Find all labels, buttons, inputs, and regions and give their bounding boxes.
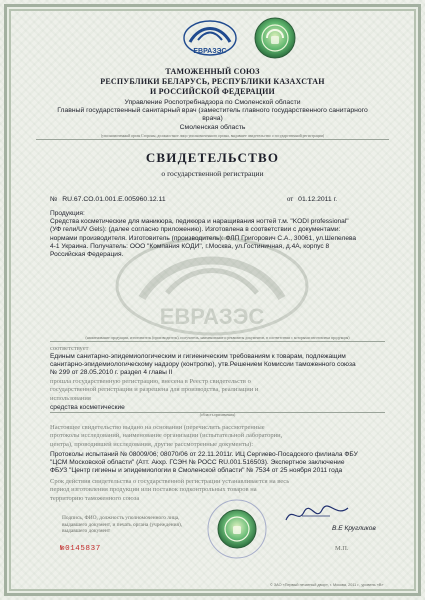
signature-hint-line: выдавшего документ, и печать органа (учреждения),	[62, 521, 183, 528]
union-line-1: ТАМОЖЕННЫЙ СОЮЗ	[165, 67, 260, 76]
signature-hint	[62, 515, 222, 535]
requirement-line: санитарно-эпидемиологическому надзору (контролю), утв.Решением Комиссии таможенного союза	[50, 361, 356, 369]
statement-line: государственной регистрации и разрешена для производства, реализации и	[50, 386, 259, 394]
basis-doc-line: Протоколы испытаний № 08009/06; 08070/06 от 22.11.2011г. ИЦ Сергиево-Посадского филиала ФБУ	[50, 451, 358, 458]
validity-line: период изготовления продукции или поставок подконтрольных товаров на	[50, 486, 257, 494]
validity-line: Срок действия свидетельства о государственной регистрации устанавливается на весь	[50, 478, 290, 485]
seal-place-mark: М.П.	[335, 545, 349, 552]
registration-number-row	[50, 196, 166, 203]
hologram-seal-bottom	[206, 498, 268, 560]
date-label: от	[287, 196, 294, 203]
number-label: №	[50, 196, 58, 203]
conformity-label: соответствует	[50, 345, 89, 352]
union-line-3: И РОССИЙСКОЙ ФЕДЕРАЦИИ	[150, 87, 275, 96]
serial-value: 0145837	[65, 545, 101, 553]
registration-date-row	[287, 196, 337, 203]
product-label: Продукция:	[50, 210, 85, 217]
basis-line: Настоящее свидетельство выдано на основании (перечислить рассмотренные	[50, 424, 265, 431]
product-line: Средства косметические для маникюра, педикюра и наращивания ногтей т.м. "KODI professional"	[50, 218, 349, 226]
requirement-line: Единым санитарно-эпидемиологическим и гигиеническим требованиям к товарам, подлежащим	[50, 353, 346, 360]
product-block	[50, 210, 385, 259]
requirement-line: № 299 от 28.05.2010 г. раздел 4 главы II	[50, 369, 173, 377]
product-line: 4-1 Украина. Получатель: ООО "Компания КОДИ", г.Москва, ул.Гостиничная, д.4А, корпус 8	[50, 242, 330, 250]
signature-hint-line: выдавшего документ	[62, 528, 111, 535]
conformity-requirements	[50, 353, 385, 378]
eurasec-logo	[182, 18, 238, 60]
product-line: (УФ гели/UV Gels): (далее согласно приложению). Изготовлена в соответствии с документами:	[50, 226, 341, 234]
authority-hint: (уполномоченный орган Стороны, должностное лицо уполномоченного органа, выдавшее свидетельство о государственной регистрации)	[36, 134, 389, 140]
watermark-text: ЕВРАЗЭС	[159, 304, 265, 329]
signatory-name: В.Е Кругликов	[332, 525, 376, 532]
union-title	[30, 67, 395, 97]
basis-statement	[50, 424, 385, 449]
product-line: нормами производителя. Изготовитель (производитель): ФЛП Григорович С.А., 30061, ул.Шепелева	[50, 234, 357, 242]
registration-date: 01.12.2011 г.	[298, 196, 338, 203]
statement-line: прошла государственную регистрацию, внесена в Реестр свидетельств о	[50, 378, 251, 385]
serial-number	[60, 545, 101, 553]
statement-line: использования	[50, 394, 91, 402]
union-line-2: РЕСПУБЛИКИ БЕЛАРУСЬ, РЕСПУБЛИКИ КАЗАХСТАН	[100, 77, 325, 86]
authority-line-3: врача)	[202, 115, 223, 123]
hologram-seal-top	[253, 16, 297, 60]
usage-hint: (область применения)	[199, 413, 236, 417]
logo-text: ЕВРАЗЭС	[193, 48, 227, 55]
basis-line: центра), проводившей исследования, другие рассмотренные документы):	[50, 440, 254, 448]
authority-line-1: Управление Роспотребнадзора по Смоленской области	[124, 99, 301, 106]
signature-hint-line: Подпись, ФИО, должность уполномоченного лица,	[62, 515, 180, 521]
basis-doc-line: "ЦСМ Московской области" (Атт. Акхр. ГСЭН № POCC RU.001.516503). Экспертное заключение	[50, 459, 345, 467]
printer-imprint: © ЗАО «Первый печатный двор», г. Москва, 2011 г., уровень «В»	[270, 583, 384, 587]
validity-line: территорию таможенного союза	[50, 494, 140, 502]
registration-statement	[50, 378, 385, 403]
document-title: СВИДЕТЕЛЬСТВО	[145, 150, 280, 165]
conformity-hint: (наименование продукции, изготовитель (производитель), получатель, наименование и реквизиты документов, в соответствии с которыми изготовлена продукция)	[50, 336, 385, 342]
basis-documents	[50, 451, 390, 476]
authority-line-2: Главный государственный санитарный врач (заместитель главного государственного санитарного	[57, 107, 368, 115]
usage-area: средства косметические	[50, 404, 385, 413]
basis-line: протоколы исследований, наименование организации (испытательной лаборатории,	[50, 432, 283, 440]
serial-prefix: №	[60, 545, 66, 553]
authority-line-4: Смоленская область	[179, 123, 246, 131]
basis-doc-line: ФБУЗ "Центр гигиены и эпидемиологии в Смоленской области" № 7534 от 25 ноября 2011 года	[50, 467, 343, 475]
product-line: Российская Федерация.	[50, 251, 124, 259]
registration-number: RU.67.CO.01.001.E.005960.12.11	[62, 196, 166, 203]
issuing-authority	[30, 99, 395, 132]
document-subtitle: о государственной регистрации	[161, 169, 264, 178]
